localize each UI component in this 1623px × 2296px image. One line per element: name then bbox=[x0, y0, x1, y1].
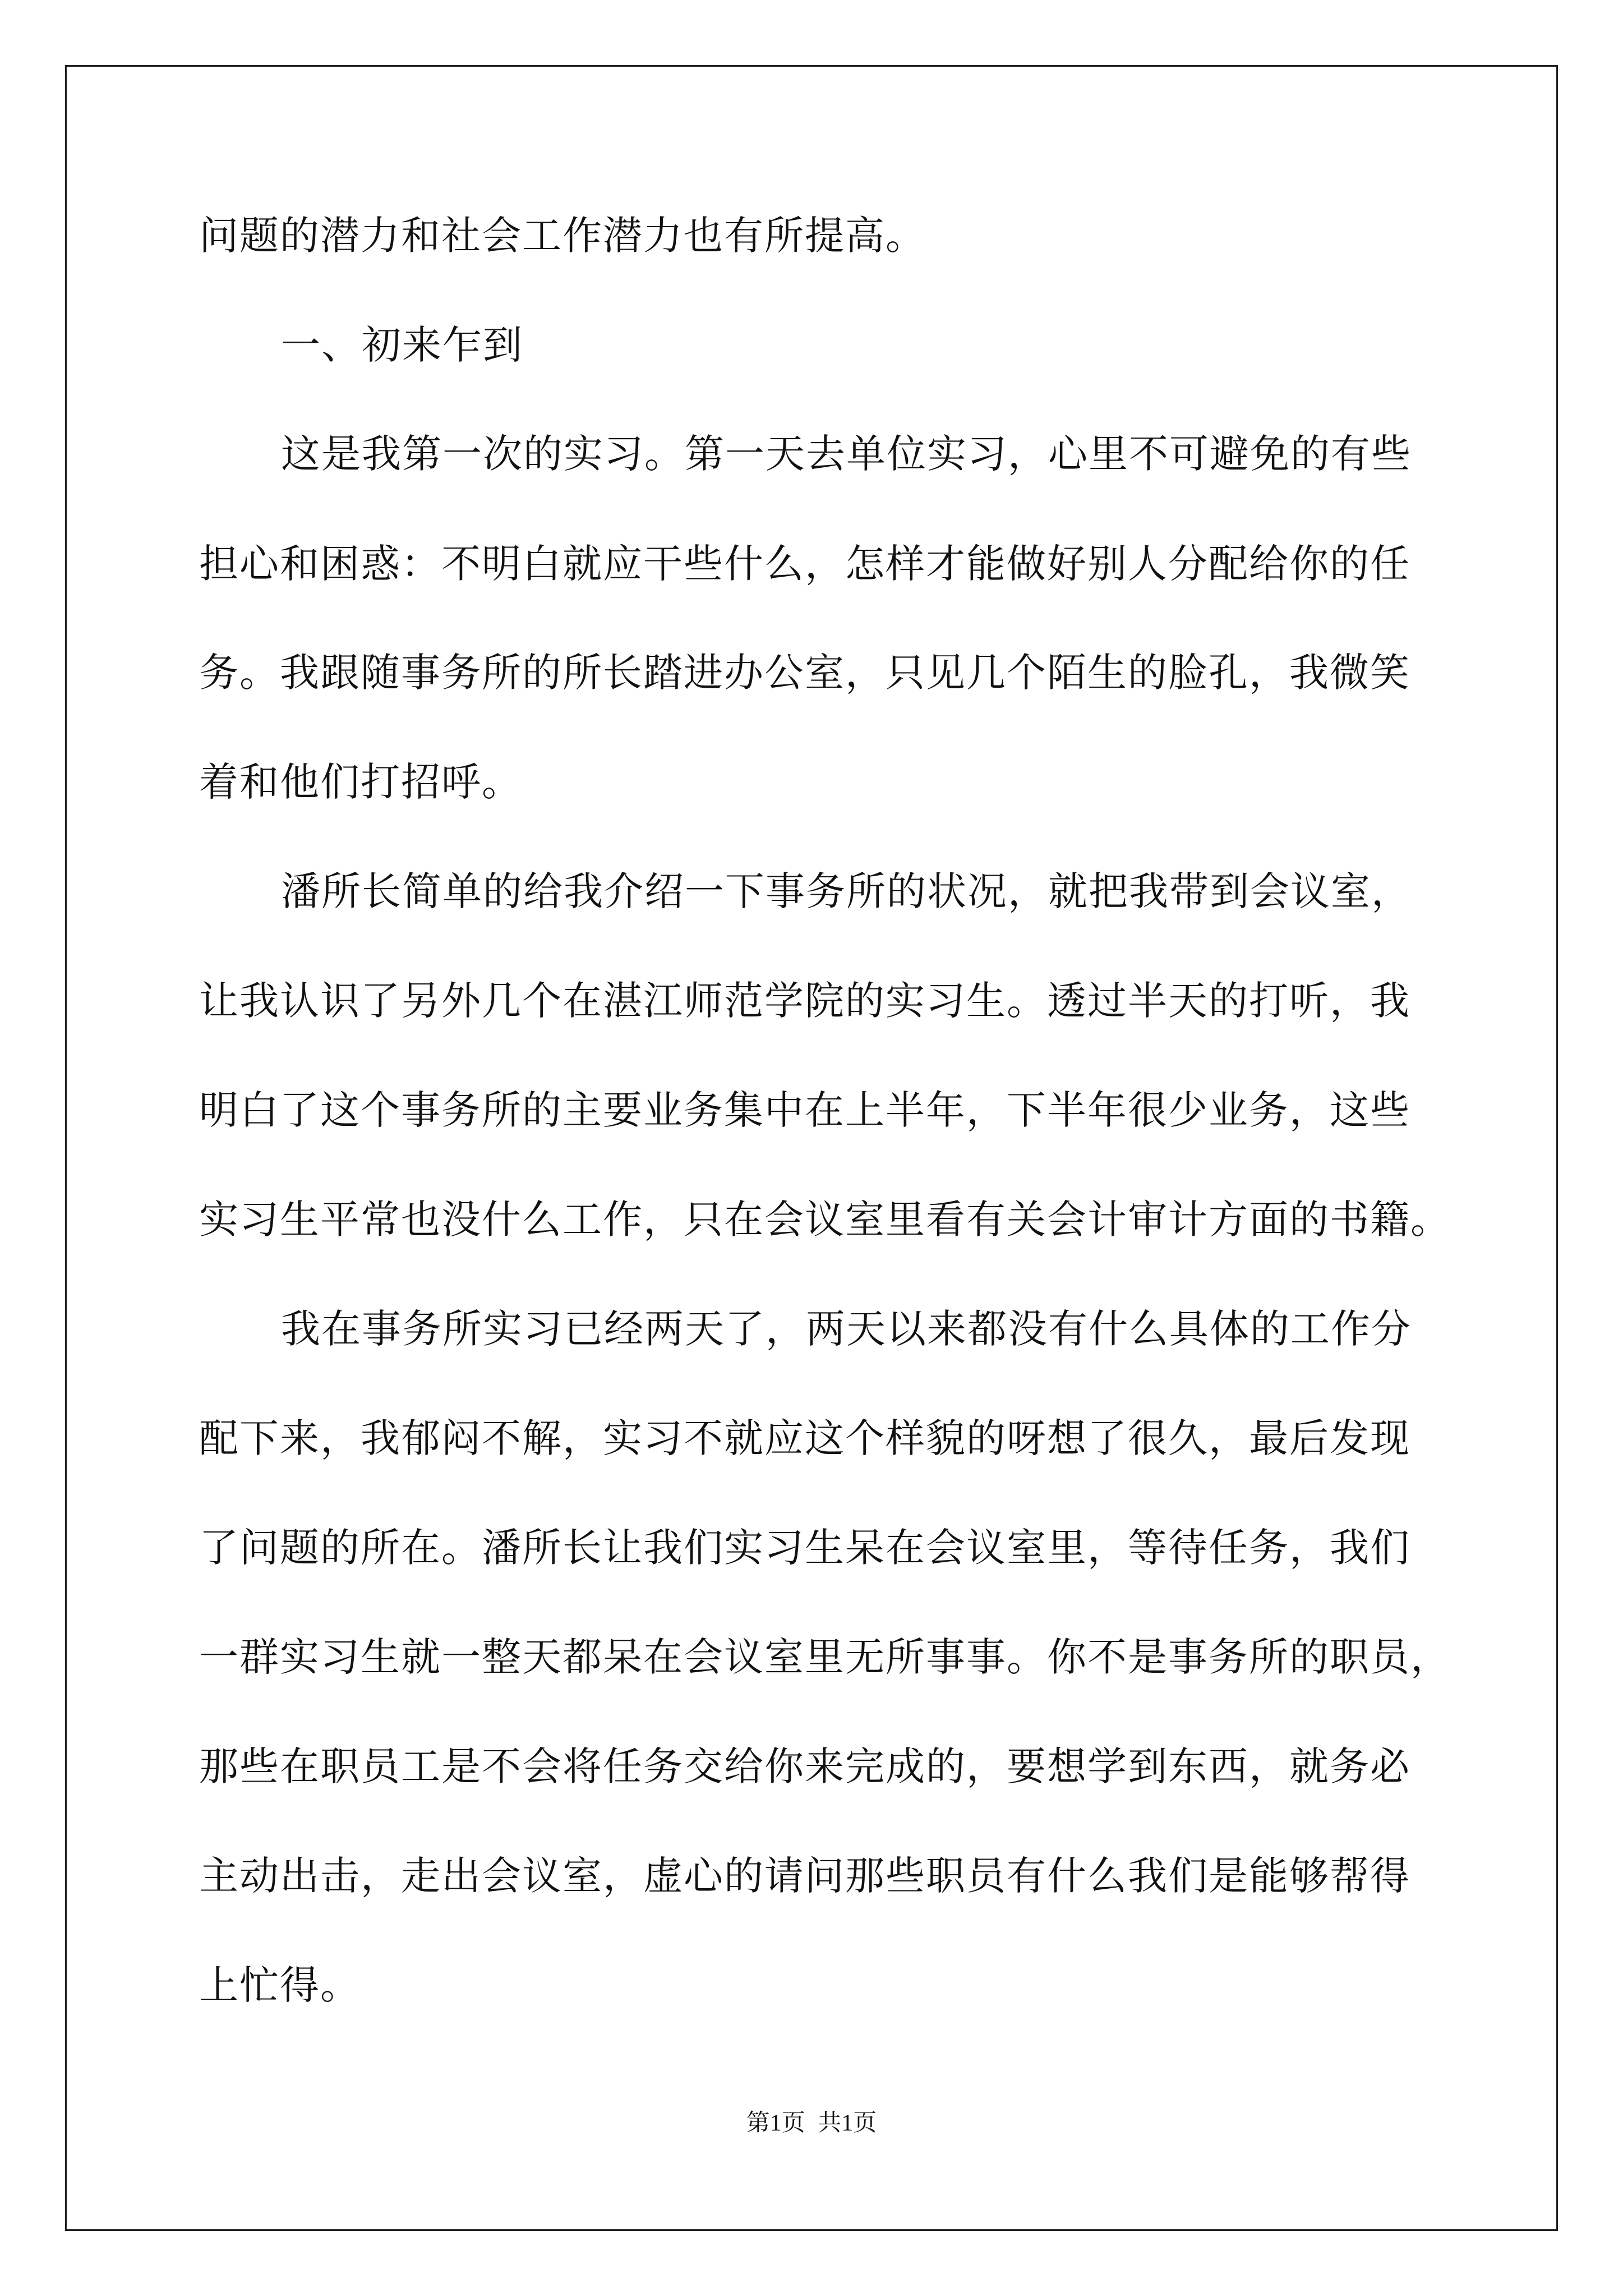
page-footer bbox=[0, 2106, 1623, 2140]
text-line: 了问题的所在。潘所长让我们实习生呆在会议室里，等待任务，我们 bbox=[199, 1525, 1410, 1571]
text-line: 着和他们打招呼。 bbox=[199, 759, 522, 805]
text-line: 实习生平常也没什么工作，只在会议室里看有关会计审计方面的书籍。 bbox=[199, 1197, 1451, 1243]
text-line: 我在事务所实习已经两天了，两天以来都没有什么具体的工作分 bbox=[281, 1306, 1412, 1352]
text-line: 那些在职员工是不会将任务交给你来完成的，要想学到东西，就务必 bbox=[199, 1743, 1410, 1789]
section-heading: 一、初来乍到 bbox=[281, 322, 523, 368]
text-line: 一群实习生就一整天都呆在会议室里无所事事。你不是事务所的职员， bbox=[199, 1634, 1451, 1680]
text-line: 上忙得。 bbox=[199, 1962, 361, 2008]
text-line: 主动出击，走出会议室，虚心的请问那些职员有什么我们是能够帮得 bbox=[199, 1853, 1410, 1899]
text-line: 务。我跟随事务所的所长踏进办公室，只见几个陌生的脸孔，我微笑 bbox=[199, 650, 1410, 696]
text-line: 让我认识了另外几个在湛江师范学院的实习生。透过半天的打听，我 bbox=[199, 978, 1410, 1024]
text-line: 配下来，我郁闷不解，实习不就应这个样貌的呀想了很久，最后发现 bbox=[199, 1415, 1410, 1461]
text-line: 这是我第一次的实习。第一天去单位实习，心里不可避免的有些 bbox=[281, 431, 1412, 477]
page-total: 共1页 bbox=[818, 2110, 877, 2136]
text-line: 担心和困惑：不明白就应干些什么，怎样才能做好别人分配给你的任 bbox=[199, 541, 1410, 587]
text-line: 潘所长简单的给我介绍一下事务所的状况，就把我带到会议室， bbox=[281, 868, 1412, 914]
text-line: 明白了这个事务所的主要业务集中在上半年，下半年很少业务，这些 bbox=[199, 1087, 1410, 1133]
text-line: 问题的潜力和社会工作潜力也有所提高。 bbox=[199, 213, 926, 259]
page-number: 第1页 bbox=[746, 2110, 805, 2136]
